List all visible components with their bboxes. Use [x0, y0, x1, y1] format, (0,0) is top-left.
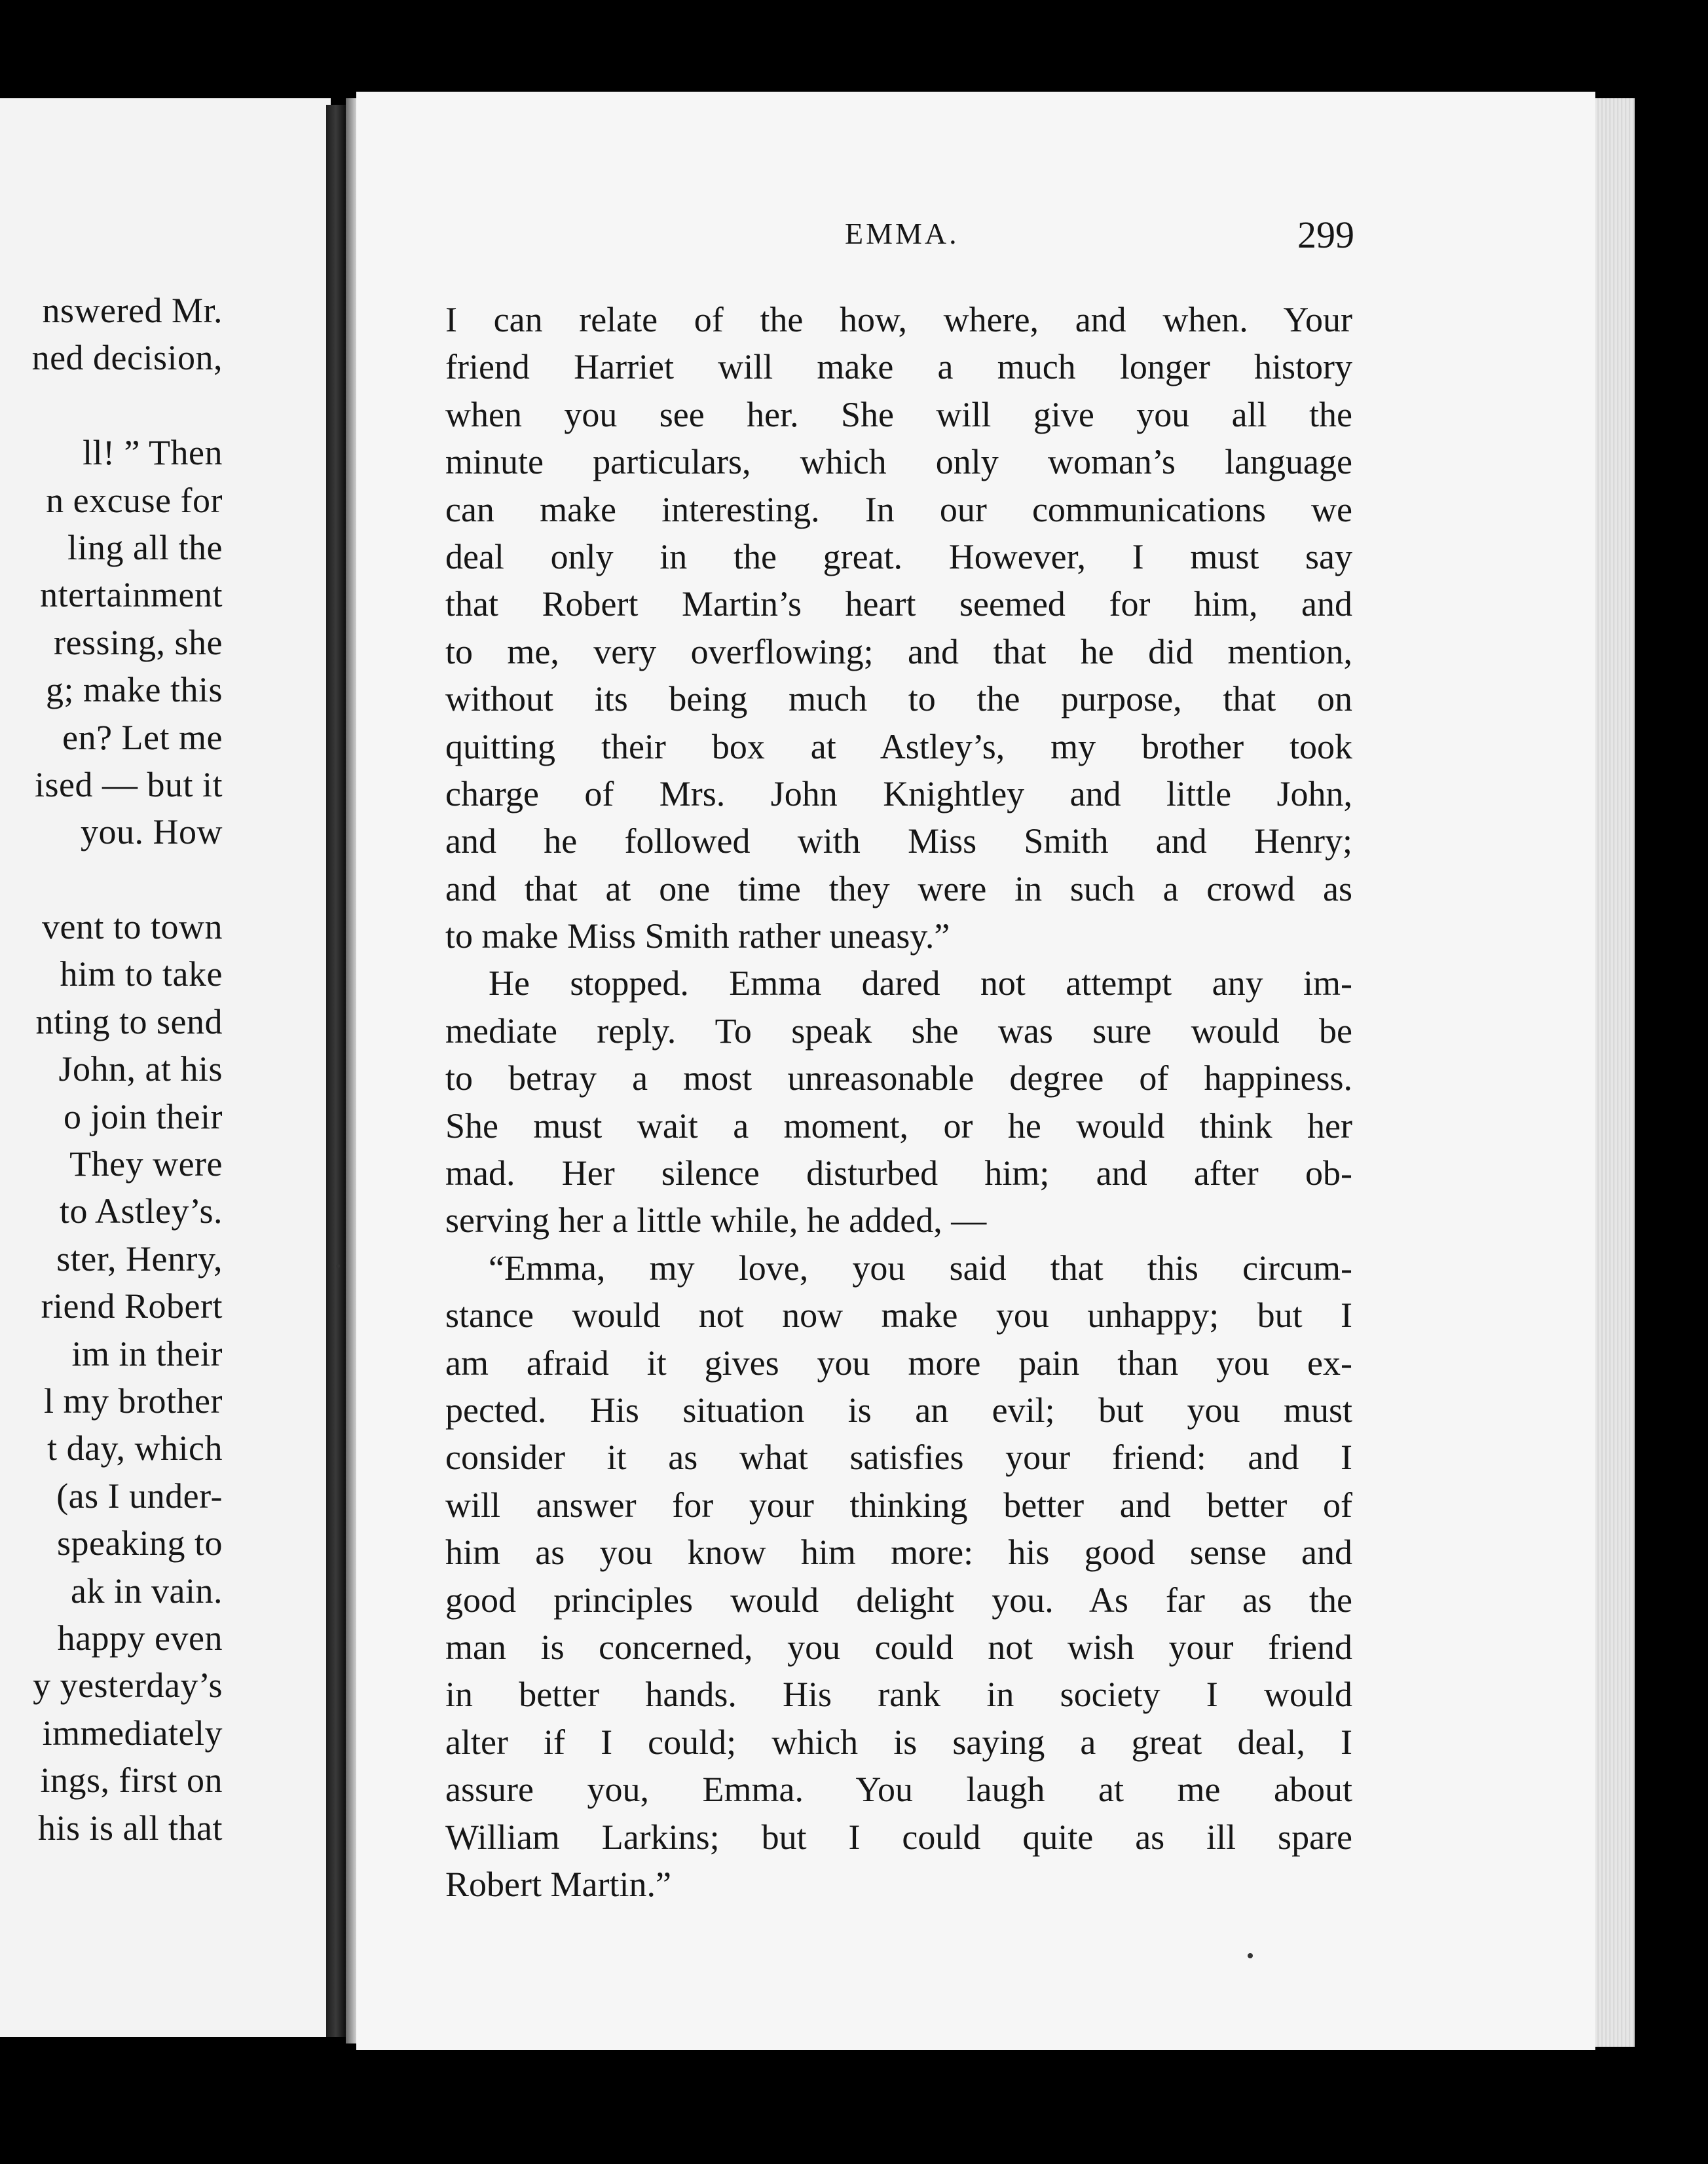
text-line: “Emma, my love, you said that this circum-: [489, 1248, 1352, 1288]
page-number: 299: [1297, 214, 1354, 256]
text-line: minute particulars, which only woman’s language: [445, 442, 1352, 482]
text-line: She must wait a moment, or he would think her: [445, 1106, 1352, 1146]
left-page-line: ak in vain.: [71, 1571, 223, 1611]
text-line: charge of Mrs. John Knightley and little John,: [445, 774, 1352, 813]
left-page-line: immediately: [42, 1713, 223, 1753]
text-line: to make Miss Smith rather uneasy.”: [445, 916, 950, 956]
left-page-line: o join their: [64, 1096, 223, 1136]
text-line: stance would not now make you unhappy; but I: [445, 1296, 1352, 1335]
left-page-line: his is all that: [38, 1808, 223, 1848]
left-page-line: ster, Henry,: [56, 1239, 223, 1278]
left-page-line: nswered Mr.: [42, 291, 223, 330]
text-line: alter if I could; which is saying a great deal, I: [445, 1722, 1352, 1762]
text-line: will answer for your thinking better and better of: [445, 1485, 1352, 1525]
text-line: and that at one time they were in such a crowd as: [445, 868, 1352, 908]
text-line: without its being much to the purpose, that on: [445, 679, 1352, 719]
left-page-line: ling all the: [67, 527, 223, 567]
text-line: serving her a little while, he added, —: [445, 1201, 987, 1241]
left-page-line: ised — but it: [35, 764, 223, 804]
left-page-line: speaking to: [57, 1523, 223, 1563]
left-page-line: n excuse for: [46, 480, 223, 520]
left-page-line: l my brother: [44, 1381, 223, 1421]
left-page-line: happy even: [57, 1618, 223, 1658]
gutter-shadow: [346, 98, 356, 2043]
page-edges: [1595, 98, 1635, 2047]
text-line: him as you know him more: his good sense and: [445, 1533, 1352, 1573]
text-line: consider it as what satisfies your friend: and I: [445, 1438, 1352, 1478]
left-page-line: t day, which: [47, 1428, 223, 1468]
left-page-line: you. How: [81, 812, 223, 852]
left-page-line: riend Robert: [41, 1286, 223, 1326]
left-page-line: ntertainment: [40, 575, 223, 615]
left-page-line: [0, 382, 223, 429]
text-line: mediate reply. To speak she was sure would be: [445, 1011, 1352, 1051]
left-page-line: vent to town: [42, 907, 223, 947]
text-line: to me, very overflowing; and that he did mention,: [445, 631, 1352, 671]
text-line: when you see her. She will give you all the: [445, 394, 1352, 434]
text-line: can make interesting. In our communications we: [445, 489, 1352, 529]
text-line: pected. His situation is an evil; but you must: [445, 1390, 1352, 1430]
left-page-line: him to take: [60, 954, 223, 994]
text-line: am afraid it gives you more pain than you ex-: [445, 1343, 1352, 1383]
running-head: EMMA.: [845, 217, 959, 250]
text-line: Robert Martin.”: [445, 1864, 671, 1904]
left-page-line: ned decision,: [31, 338, 223, 378]
left-page-line: They were: [69, 1144, 223, 1184]
text-line: He stopped. Emma dared not attempt any im-: [489, 963, 1352, 1003]
text-line: William Larkins; but I could quite as ill spare: [445, 1817, 1352, 1857]
body-text: [445, 296, 1352, 1908]
left-page-line: ll! ” Then: [83, 433, 223, 473]
left-page-line: en? Let me: [62, 717, 223, 757]
ink-speck: [336, 1264, 340, 1268]
ink-speck: [1248, 1953, 1253, 1958]
left-page-line: to Astley’s.: [59, 1191, 223, 1231]
text-line: in better hands. His rank in society I would: [445, 1675, 1352, 1715]
text-line: I can relate of the how, where, and when. Your: [445, 300, 1352, 339]
book-gutter: [326, 105, 346, 2037]
left-page-text: [0, 287, 223, 1852]
left-page-line: ressing, she: [54, 622, 223, 662]
left-page-line: g; make this: [46, 670, 223, 710]
left-page-line: ings, first on: [40, 1761, 223, 1800]
text-line: and he followed with Miss Smith and Henry;: [445, 821, 1352, 861]
text-line: man is concerned, you could not wish your friend: [445, 1627, 1352, 1667]
text-line: assure you, Emma. You laugh at me about: [445, 1770, 1352, 1810]
left-page-line: y yesterday’s: [33, 1666, 223, 1706]
left-page-line: [0, 856, 223, 903]
left-page-line: nting to send: [35, 1001, 223, 1041]
left-page: [0, 98, 331, 2037]
left-page-line: (as I under-: [56, 1476, 223, 1516]
text-line: to betray a most unreasonable degree of happiness.: [445, 1058, 1352, 1098]
text-line: quitting their box at Astley’s, my brother took: [445, 726, 1352, 766]
text-line: deal only in the great. However, I must say: [445, 536, 1352, 576]
text-line: good principles would delight you. As far as the: [445, 1580, 1352, 1620]
left-page-line: John, at his: [58, 1049, 223, 1089]
text-line: that Robert Martin’s heart seemed for him, and: [445, 584, 1352, 624]
text-line: friend Harriet will make a much longer history: [445, 347, 1352, 387]
left-page-line: im in their: [71, 1334, 223, 1373]
text-line: mad. Her silence disturbed him; and after ob-: [445, 1153, 1352, 1193]
